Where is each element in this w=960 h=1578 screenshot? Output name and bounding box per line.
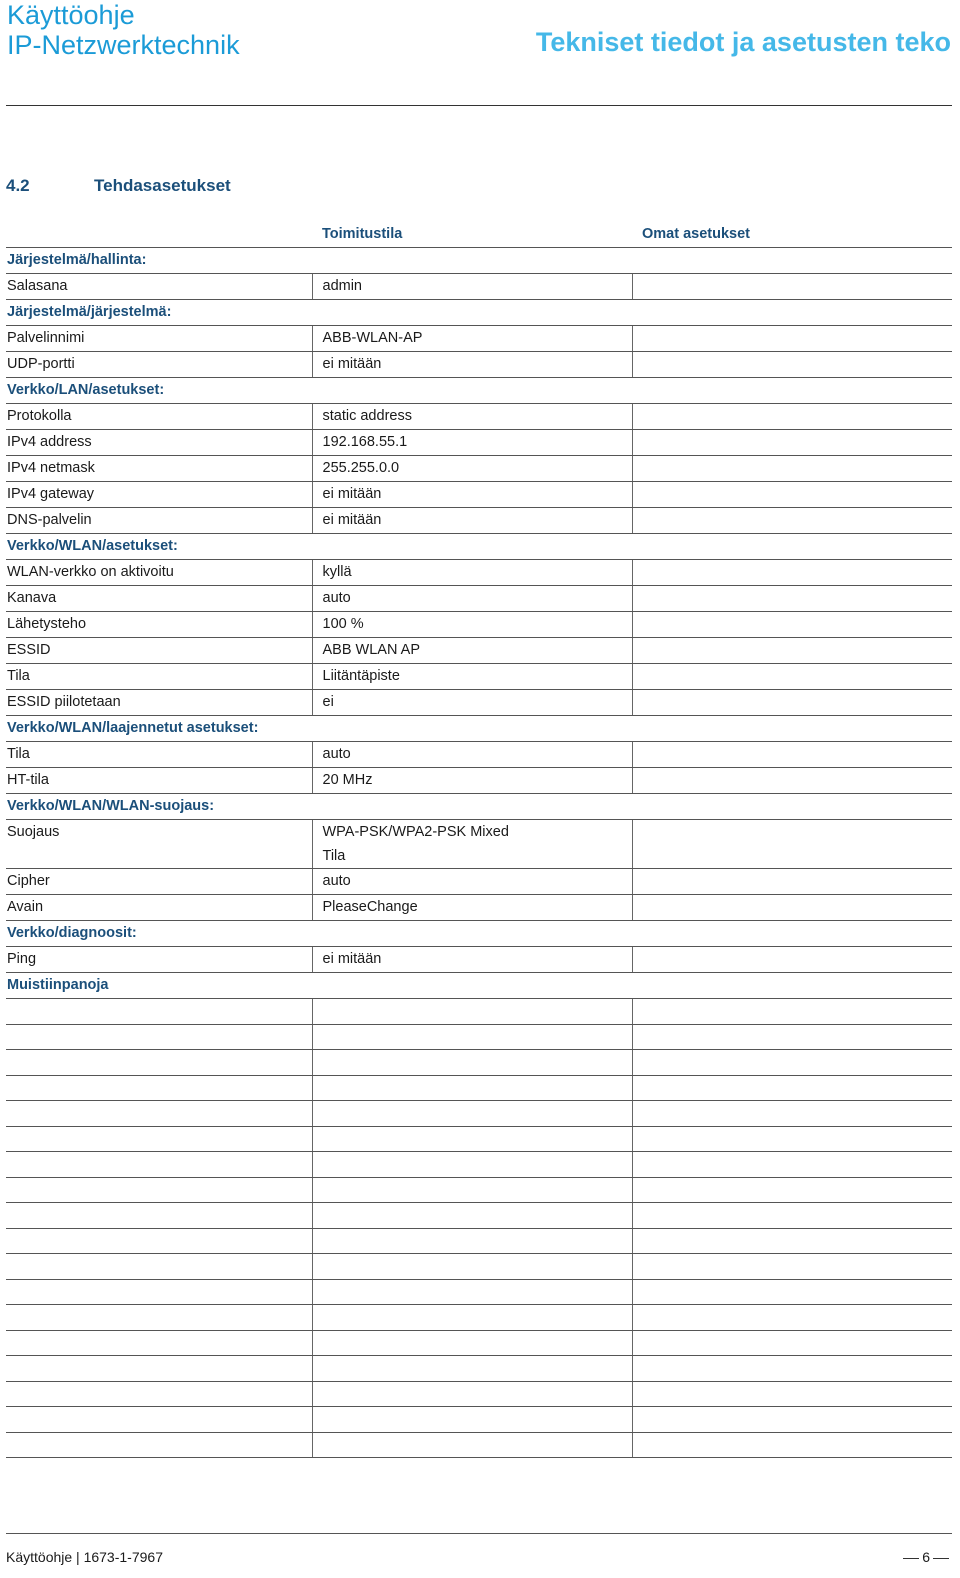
notes-cell[interactable]: [312, 1330, 632, 1356]
delivery-value: [312, 404, 632, 430]
section-heading: [6, 176, 231, 196]
notes-row: [6, 1177, 952, 1203]
own-setting-cell[interactable]: [632, 768, 952, 794]
notes-row: [6, 1254, 952, 1280]
notes-row: [6, 1101, 952, 1127]
column-header-own-settings: Omat asetukset: [632, 222, 952, 248]
own-setting-cell[interactable]: [632, 895, 952, 921]
setting-label: Salasana: [6, 274, 312, 300]
own-setting-cell[interactable]: [632, 352, 952, 378]
notes-cell[interactable]: [632, 1279, 952, 1305]
own-setting-cell[interactable]: [632, 664, 952, 690]
notes-cell[interactable]: [6, 1356, 312, 1382]
empty-cell: [312, 300, 632, 326]
delivery-value-text-line2: Tila: [322, 848, 346, 864]
notes-cell[interactable]: [312, 1203, 632, 1229]
notes-cell[interactable]: [632, 1381, 952, 1407]
setting-row: [6, 482, 952, 508]
group-heading: Järjestelmä/hallinta:: [6, 248, 312, 274]
setting-row: [6, 352, 952, 378]
notes-row: [6, 999, 952, 1025]
setting-label: Tila: [6, 664, 312, 690]
notes-row: [6, 1203, 952, 1229]
header-divider: [6, 105, 952, 106]
setting-row: [6, 690, 952, 716]
setting-label: Protokolla: [6, 404, 312, 430]
own-setting-cell[interactable]: [632, 638, 952, 664]
notes-row: [6, 1330, 952, 1356]
group-heading: Verkko/LAN/asetukset:: [6, 378, 312, 404]
group-heading: Muistiinpanoja: [6, 973, 312, 999]
notes-row: [6, 1024, 952, 1050]
notes-cell[interactable]: [632, 1330, 952, 1356]
notes-cell[interactable]: [632, 1305, 952, 1331]
page-number: 6: [922, 1549, 930, 1565]
document-subtitle: IP-Netzwerktechnik: [7, 30, 240, 60]
own-setting-cell[interactable]: [632, 690, 952, 716]
notes-cell[interactable]: [632, 1203, 952, 1229]
notes-cell[interactable]: [632, 1356, 952, 1382]
empty-cell: [632, 300, 952, 326]
notes-cell[interactable]: [312, 1279, 632, 1305]
delivery-value: [312, 456, 632, 482]
empty-cell: [312, 534, 632, 560]
notes-cell[interactable]: [632, 1177, 952, 1203]
footer-divider: [6, 1533, 952, 1534]
setting-label: ESSID: [6, 638, 312, 664]
notes-row: [6, 1228, 952, 1254]
setting-row: [6, 664, 952, 690]
delivery-value-text: 20 MHz: [322, 772, 373, 788]
setting-row: [6, 456, 952, 482]
notes-row: [6, 1075, 952, 1101]
setting-label: Avain: [6, 895, 312, 921]
document-title: Käyttöohje: [7, 0, 135, 30]
empty-cell: [312, 248, 632, 274]
delivery-value-text: ei mitään: [322, 356, 382, 372]
delivery-value-text: auto: [322, 873, 351, 889]
delivery-value: [312, 638, 632, 664]
setting-row: [6, 612, 952, 638]
notes-cell[interactable]: [312, 1356, 632, 1382]
notes-row: [6, 1356, 952, 1382]
notes-cell[interactable]: [632, 999, 952, 1025]
delivery-value: [312, 820, 632, 869]
delivery-value-text: WPA-PSK/WPA2-PSK Mixed: [322, 824, 509, 840]
setting-label: IPv4 address: [6, 430, 312, 456]
setting-row: [6, 768, 952, 794]
delivery-value: [312, 664, 632, 690]
setting-row: [6, 404, 952, 430]
setting-label: WLAN-verkko on aktivoitu: [6, 560, 312, 586]
empty-cell: [312, 378, 632, 404]
notes-cell[interactable]: [6, 1279, 312, 1305]
own-setting-cell[interactable]: [632, 947, 952, 973]
setting-label: Suojaus: [6, 820, 312, 869]
notes-row: [6, 1381, 952, 1407]
setting-label: Cipher: [6, 869, 312, 895]
setting-label: Palvelinnimi: [6, 326, 312, 352]
notes-cell[interactable]: [6, 1126, 312, 1152]
group-heading: Verkko/diagnoosit:: [6, 921, 312, 947]
setting-label: IPv4 gateway: [6, 482, 312, 508]
notes-cell[interactable]: [6, 1381, 312, 1407]
setting-row: [6, 742, 952, 768]
setting-row: [6, 560, 952, 586]
delivery-value: [312, 274, 632, 300]
delivery-value: [312, 768, 632, 794]
setting-row: [6, 326, 952, 352]
delivery-value: [312, 742, 632, 768]
notes-cell[interactable]: [312, 1305, 632, 1331]
delivery-value-text: kyllä: [322, 564, 352, 580]
notes-cell[interactable]: [312, 1177, 632, 1203]
notes-cell[interactable]: [6, 1177, 312, 1203]
delivery-value-text: ei mitään: [322, 512, 382, 528]
notes-row: [6, 1050, 952, 1076]
notes-cell[interactable]: [6, 1075, 312, 1101]
notes-cell[interactable]: [6, 999, 312, 1025]
empty-cell: [632, 378, 952, 404]
own-setting-cell[interactable]: [632, 482, 952, 508]
table-header-row: [6, 222, 952, 248]
empty-cell: [632, 973, 952, 999]
notes-cell[interactable]: [6, 1330, 312, 1356]
setting-row: [6, 274, 952, 300]
setting-row: [6, 869, 952, 895]
notes-row: [6, 1432, 952, 1458]
footer-document-id: Käyttöohje | 1673-1-7967: [6, 1549, 163, 1565]
notes-cell[interactable]: [632, 1152, 952, 1178]
column-header-delivery-state: Toimitustila: [312, 222, 632, 248]
notes-cell[interactable]: [312, 1101, 632, 1127]
delivery-value-text: PleaseChange: [322, 899, 418, 915]
setting-row: [6, 820, 952, 869]
empty-cell: [312, 794, 632, 820]
empty-cell: [632, 248, 952, 274]
empty-cell: [632, 794, 952, 820]
delivery-value: [312, 560, 632, 586]
column-header-setting: [6, 222, 312, 248]
group-heading: Järjestelmä/järjestelmä:: [6, 300, 312, 326]
notes-cell[interactable]: [6, 1305, 312, 1331]
empty-cell: [632, 921, 952, 947]
setting-row: [6, 947, 952, 973]
notes-cell[interactable]: [632, 1024, 952, 1050]
group-heading: Verkko/WLAN/asetukset:: [6, 534, 312, 560]
own-setting-cell[interactable]: [632, 456, 952, 482]
group-heading-row: [6, 973, 952, 999]
setting-label: Ping: [6, 947, 312, 973]
page-dash-left: [903, 1558, 919, 1559]
delivery-value: [312, 947, 632, 973]
notes-cell[interactable]: [6, 1152, 312, 1178]
table-body: [6, 248, 952, 1458]
notes-cell[interactable]: [312, 1075, 632, 1101]
notes-cell[interactable]: [6, 1407, 312, 1433]
setting-row: [6, 508, 952, 534]
notes-cell[interactable]: [632, 1432, 952, 1458]
footer-page-number: [900, 1549, 952, 1565]
delivery-value-text: admin: [322, 278, 362, 294]
delivery-value: [312, 326, 632, 352]
notes-cell[interactable]: [312, 1407, 632, 1433]
section-number: 4.2: [6, 176, 30, 195]
setting-label: UDP-portti: [6, 352, 312, 378]
own-setting-cell[interactable]: [632, 586, 952, 612]
setting-label: IPv4 netmask: [6, 456, 312, 482]
notes-row: [6, 1279, 952, 1305]
empty-cell: [312, 973, 632, 999]
setting-label: DNS-palvelin: [6, 508, 312, 534]
notes-cell[interactable]: [632, 1050, 952, 1076]
delivery-value-text: auto: [322, 746, 351, 762]
group-heading-row: [6, 921, 952, 947]
delivery-value-text: ei mitään: [322, 951, 382, 967]
delivery-value-text: ei: [322, 694, 334, 710]
own-setting-cell[interactable]: [632, 742, 952, 768]
notes-cell[interactable]: [632, 1228, 952, 1254]
delivery-value: [312, 895, 632, 921]
notes-cell[interactable]: [632, 1126, 952, 1152]
notes-cell[interactable]: [6, 1254, 312, 1280]
delivery-value: [312, 508, 632, 534]
notes-cell[interactable]: [312, 1254, 632, 1280]
delivery-value-text: Liitäntäpiste: [322, 668, 400, 684]
delivery-value: [312, 430, 632, 456]
own-setting-cell[interactable]: [632, 430, 952, 456]
group-heading-row: [6, 534, 952, 560]
notes-row: [6, 1152, 952, 1178]
notes-cell[interactable]: [312, 1381, 632, 1407]
delivery-value: [312, 612, 632, 638]
own-setting-cell[interactable]: [632, 404, 952, 430]
delivery-value-text: auto: [322, 590, 351, 606]
empty-cell: [632, 534, 952, 560]
setting-label: ESSID piilotetaan: [6, 690, 312, 716]
group-heading: Verkko/WLAN/WLAN-suojaus:: [6, 794, 312, 820]
notes-cell[interactable]: [6, 1050, 312, 1076]
notes-cell[interactable]: [312, 1228, 632, 1254]
delivery-value-text: 255.255.0.0: [322, 460, 400, 476]
group-heading-row: [6, 794, 952, 820]
notes-row: [6, 1305, 952, 1331]
notes-cell[interactable]: [312, 1024, 632, 1050]
notes-cell[interactable]: [6, 1203, 312, 1229]
own-setting-cell[interactable]: [632, 508, 952, 534]
setting-row: [6, 638, 952, 664]
notes-cell[interactable]: [632, 1075, 952, 1101]
group-heading-row: [6, 716, 952, 742]
delivery-value: [312, 352, 632, 378]
empty-cell: [632, 716, 952, 742]
header-left: [7, 0, 240, 60]
factory-settings-table: [6, 222, 952, 1458]
notes-cell[interactable]: [312, 1432, 632, 1458]
chapter-title: Tekniset tiedot ja asetusten teko: [535, 27, 951, 57]
notes-cell[interactable]: [632, 1254, 952, 1280]
delivery-value-text: ABB-WLAN-AP: [322, 330, 423, 346]
delivery-value-text: static address: [322, 408, 412, 424]
setting-label: Kanava: [6, 586, 312, 612]
own-setting-cell[interactable]: [632, 560, 952, 586]
empty-cell: [312, 921, 632, 947]
notes-cell[interactable]: [632, 1407, 952, 1433]
group-heading-row: [6, 378, 952, 404]
notes-cell[interactable]: [6, 1024, 312, 1050]
section-title: Tehdasasetukset: [94, 176, 231, 195]
notes-cell[interactable]: [6, 1101, 312, 1127]
setting-row: [6, 430, 952, 456]
notes-cell[interactable]: [312, 1050, 632, 1076]
delivery-value-text: 100 %: [322, 616, 364, 632]
setting-row: [6, 895, 952, 921]
notes-cell[interactable]: [312, 1152, 632, 1178]
notes-cell[interactable]: [312, 999, 632, 1025]
own-setting-cell[interactable]: [632, 869, 952, 895]
delivery-value-text: ei mitään: [322, 486, 382, 502]
empty-cell: [312, 716, 632, 742]
delivery-value: [312, 690, 632, 716]
own-setting-cell[interactable]: [632, 612, 952, 638]
setting-label: Lähetysteho: [6, 612, 312, 638]
own-setting-cell[interactable]: [632, 326, 952, 352]
notes-cell[interactable]: [632, 1101, 952, 1127]
delivery-value-text: ABB WLAN AP: [322, 642, 421, 658]
page-dash-right: [933, 1558, 949, 1559]
own-setting-cell[interactable]: [632, 820, 952, 869]
own-setting-cell[interactable]: [632, 274, 952, 300]
setting-row: [6, 586, 952, 612]
setting-label: Tila: [6, 742, 312, 768]
notes-cell[interactable]: [6, 1432, 312, 1458]
notes-row: [6, 1126, 952, 1152]
notes-cell[interactable]: [312, 1126, 632, 1152]
setting-label: HT-tila: [6, 768, 312, 794]
notes-row: [6, 1407, 952, 1433]
group-heading-row: [6, 248, 952, 274]
delivery-value: [312, 869, 632, 895]
delivery-value: [312, 586, 632, 612]
group-heading-row: [6, 300, 952, 326]
delivery-value: [312, 482, 632, 508]
group-heading: Verkko/WLAN/laajennetut asetukset:: [6, 716, 312, 742]
delivery-value-text: 192.168.55.1: [322, 434, 408, 450]
notes-cell[interactable]: [6, 1228, 312, 1254]
